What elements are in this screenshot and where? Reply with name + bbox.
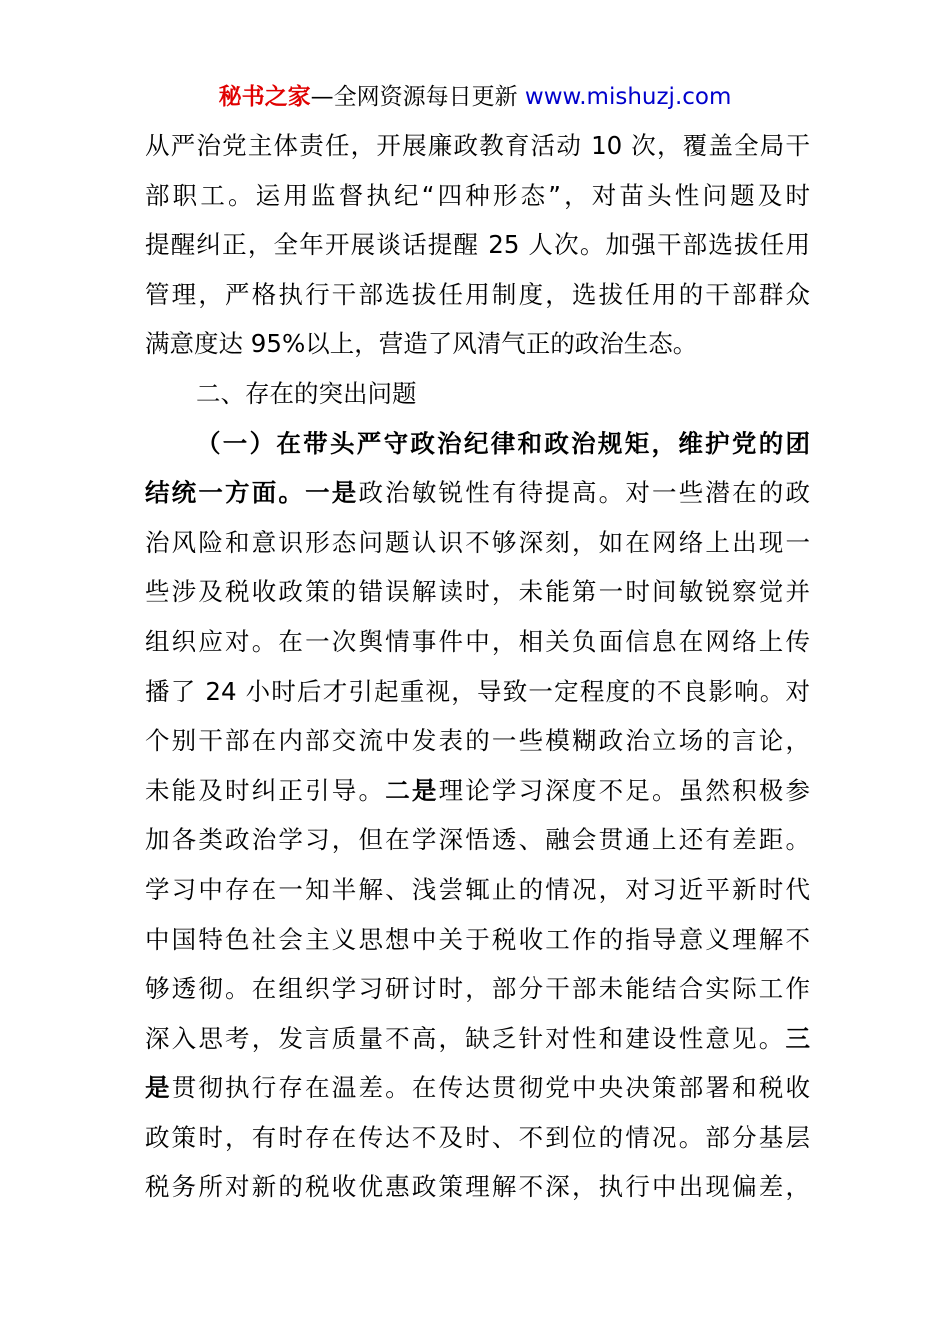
text-segment: 贯彻执行存在温差。在传达贯彻党中央决策部署和税收 xyxy=(171,1073,810,1103)
text-line xyxy=(145,1063,810,1113)
text-line xyxy=(145,766,810,816)
text-line xyxy=(145,915,810,965)
text-segment: 满意度达 95%以上，营造了风清气正的政治生态。 xyxy=(145,329,698,359)
site-brand: 秘书之家 xyxy=(218,84,311,110)
text-segment: 组织应对。在一次舆情事件中，相关负面信息在网络上传 xyxy=(145,626,810,656)
bold-text-segment: 二是 xyxy=(385,775,439,805)
text-line xyxy=(145,518,810,568)
text-line xyxy=(145,1162,810,1212)
bold-text-segment: 三 xyxy=(785,1023,810,1053)
text-line xyxy=(145,319,810,369)
text-line xyxy=(145,220,810,270)
text-line xyxy=(145,716,810,766)
text-segment: 理论学习深度不足。虽然积极参 xyxy=(438,775,810,805)
text-line xyxy=(145,667,810,717)
text-segment: 政治敏锐性有待提高。对一些潜在的政 xyxy=(358,478,810,508)
text-segment: 些涉及税收政策的错误解读时，未能第一时间敏锐察觉并 xyxy=(145,577,810,607)
text-segment: 够透彻。在组织学习研讨时，部分干部未能结合实际工作 xyxy=(145,974,810,1004)
text-segment: 二、存在的突出问题 xyxy=(196,378,417,408)
text-line xyxy=(145,1113,810,1163)
text-line xyxy=(145,617,810,667)
text-line xyxy=(145,865,810,915)
site-tagline: —全网资源每日更新 xyxy=(310,84,518,110)
document-body xyxy=(145,121,810,1212)
text-line xyxy=(145,121,810,171)
text-line xyxy=(145,964,810,1014)
text-segment: 提醒纠正，全年开展谈话提醒 25 人次。加强干部选拔任用 xyxy=(145,230,810,260)
bold-text-segment: 一是 xyxy=(305,478,359,508)
site-url-link[interactable]: www.mishuzj.com xyxy=(524,84,732,110)
text-segment: 学习中存在一知半解、浅尝辄止的情况，对习近平新时代 xyxy=(145,874,810,904)
text-line xyxy=(145,567,810,617)
text-line xyxy=(145,468,810,518)
text-segment: 加各类政治学习，但在学深悟透、融会贯通上还有差距。 xyxy=(145,825,810,855)
text-segment: 播了 24 小时后才引起重视，导致一定程度的不良影响。对 xyxy=(145,676,810,706)
bold-text-segment: 是 xyxy=(145,1073,172,1103)
text-segment: 深入思考，发言质量不高，缺乏针对性和建设性意见。 xyxy=(145,1023,786,1053)
bold-text-segment: 结统一方面。 xyxy=(145,478,306,508)
text-line xyxy=(145,1014,810,1064)
bold-text-segment: （一）在带头严守政治纪律和政治规矩，维护党的团 xyxy=(196,428,810,458)
text-line xyxy=(145,369,810,419)
text-segment: 中国特色社会主义思想中关于税收工作的指导意义理解不 xyxy=(145,924,810,954)
text-segment: 部职工。运用监督执纪“四种形态”，对苗头性问题及时 xyxy=(145,180,810,210)
text-segment: 管理，严格执行干部选拔任用制度，选拔任用的干部群众 xyxy=(145,279,810,309)
text-segment: 政策时，有时存在传达不及时、不到位的情况。部分基层 xyxy=(145,1122,810,1152)
text-line xyxy=(145,171,810,221)
text-segment: 个别干部在内部交流中发表的一些模糊政治立场的言论， xyxy=(145,726,810,756)
text-line xyxy=(145,419,810,469)
text-segment: 治风险和意识形态问题认识不够深刻，如在网络上出现一 xyxy=(145,527,810,557)
text-line xyxy=(145,270,810,320)
text-segment: 从严治党主体责任，开展廉政教育活动 10 次，覆盖全局干 xyxy=(145,131,810,160)
text-segment: 税务所对新的税收优惠政策理解不深，执行中出现偏差， xyxy=(145,1172,810,1202)
text-line xyxy=(145,815,810,865)
site-header xyxy=(0,80,950,114)
text-segment: 未能及时纠正引导。 xyxy=(145,775,386,805)
